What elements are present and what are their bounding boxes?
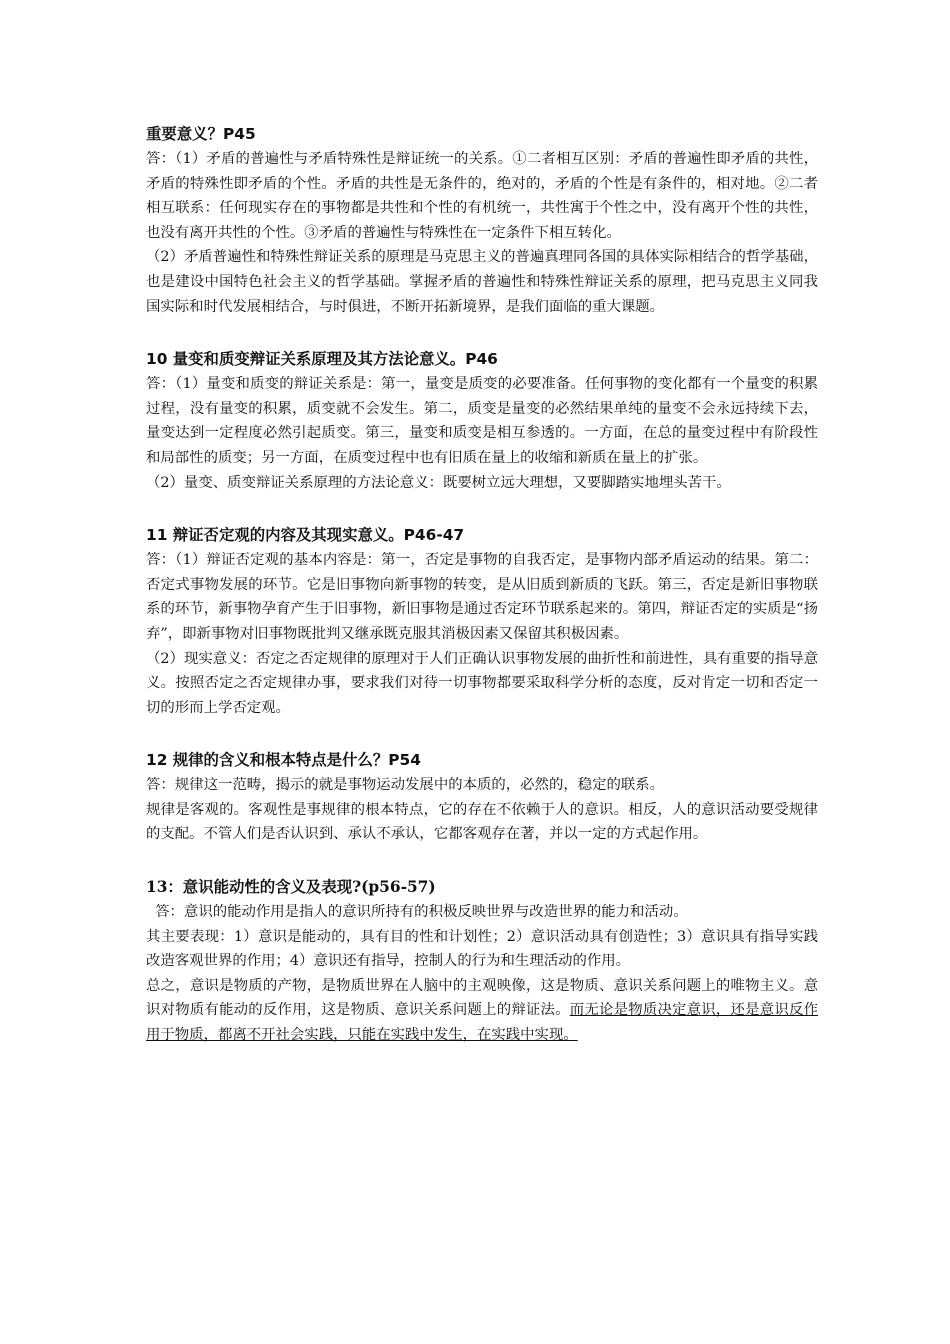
paragraph-text: 总之，意识是物质的产物，是物质世界在人脑中的主观映像，这是物质、意识关系问题上的唯物主义。意识对物质有能动的反作用，这是物质、意识关系问题上的辩证法。: [146, 977, 818, 1019]
paragraph: 其主要表现：1）意识是能动的，具有目的性和计划性；2）意识活动具有创造性；3）意识具有指导实践改造客观世界的作用；4）意识还有指导，控制人的行为和生理活动的作用。: [146, 928, 818, 970]
paragraph: [146, 974, 818, 1048]
paragraph: （2）矛盾普遍性和特殊性辩证关系的原理是马克思主义的普遍真理同各国的具体实际相结合的哲学基础，也是建设中国特色社会主义的哲学基础。掌握矛盾的普遍性和特殊性辩证关系的原理，把马克思主义同我国实际和时代发展相结合，与时俱进，不断开拓新境界，是我们面临的重大课题。: [146, 249, 818, 315]
paragraph: 规律是客观的。客观性是事规律的根本特点，它的存在不依赖于人的意识。相反，人的意识活动要受规律的支配。不管人们是否认识到、承认不承认，它都客观存在著，并以一定的方式起作用。: [146, 801, 818, 843]
section-spacer: [146, 720, 818, 748]
section-spacer: [146, 495, 818, 523]
section-heading: 13：意识能动性的含义及表现?(p56-57): [146, 878, 436, 897]
paragraph: 答：（1）矛盾的普遍性与矛盾特殊性是辩证统一的关系。①二者相互区别：矛盾的普遍性即矛盾的共性，矛盾的特殊性即矛盾的个性。矛盾的共性是无条件的，绝对的，矛盾的个性是有条件的，相对地。②二者相互联系：任何现实存在的事物都是共性和个性的有机统一，共性寓于个性之中，没有离开个性的共性，也没有离开共性的个性。③矛盾的普遍性与特殊性在一定条件下相互转化。: [146, 151, 818, 241]
paragraph: 答：意识的能动作用是指人的意识所持有的积极反映世界与改造世界的能力和活动。: [146, 904, 688, 921]
underlined-text: 而无论是物质决定意识，还是意识反作用于物质，都离不开社会实践，只能在实践中发生，在实践中实现。: [146, 1002, 818, 1044]
paragraph: （2）量变、质变辩证关系原理的方法论意义：既要树立远大理想，又要脚踏实地埋头苦干。: [146, 474, 731, 491]
section-heading: 11 辩证否定观的内容及其现实意义。P46-47: [146, 526, 465, 545]
section-heading: 12 规律的含义和根本特点是什么？P54: [146, 751, 421, 770]
section-heading: 重要意义？P45: [146, 125, 256, 143]
paragraph: （2）现实意义：否定之否定规律的原理对于人们正确认识事物发展的曲折性和前进性，具有重要的指导意义。按照否定之否定规律办事，要求我们对待一切事物都要采取科学分析的态度，反对肯定一切和否定一切的形而上学否定观。: [146, 650, 818, 716]
section-heading: 10 量变和质变辩证关系原理及其方法论意义。P46: [146, 350, 498, 369]
paragraph: 答：规律这一范畴，揭示的就是事物运动发展中的本质的，必然的，稳定的联系。: [146, 777, 665, 794]
paragraph: 答：（1）辩证否定观的基本内容是：第一，否定是事物的自我否定，是事物内部矛盾运动的结果。第二：否定式事物发展的环节。它是旧事物向新事物的转变，是从旧质到新质的飞跃。第三，否定是新旧事物联系的环节，新事物孕育产生于旧事物，新旧事物是通过否定环节联系起来的。第四，辩证否定的实质是“扬弃”，即新事物对旧事物既批判又继承既克服其消极因素又保留其积极因素。: [146, 552, 818, 642]
document-page: [146, 122, 818, 1048]
section-spacer: [146, 847, 818, 875]
paragraph: 答：（1）量变和质变的辩证关系是：第一，量变是质变的必要准备。任何事物的变化都有一个量变的积累过程，没有量变的积累，质变就不会发生。第二，质变是量变的必然结果单纯的量变不会永远持续下去，量变达到一定程度必然引起质变。第三，量变和质变是相互参透的。一方面，在总的量变过程中有阶段性和局部性的质变；另一方面，在质变过程中也有旧质在量上的收缩和新质在量上的扩张。: [146, 376, 818, 466]
section-spacer: [146, 319, 818, 347]
